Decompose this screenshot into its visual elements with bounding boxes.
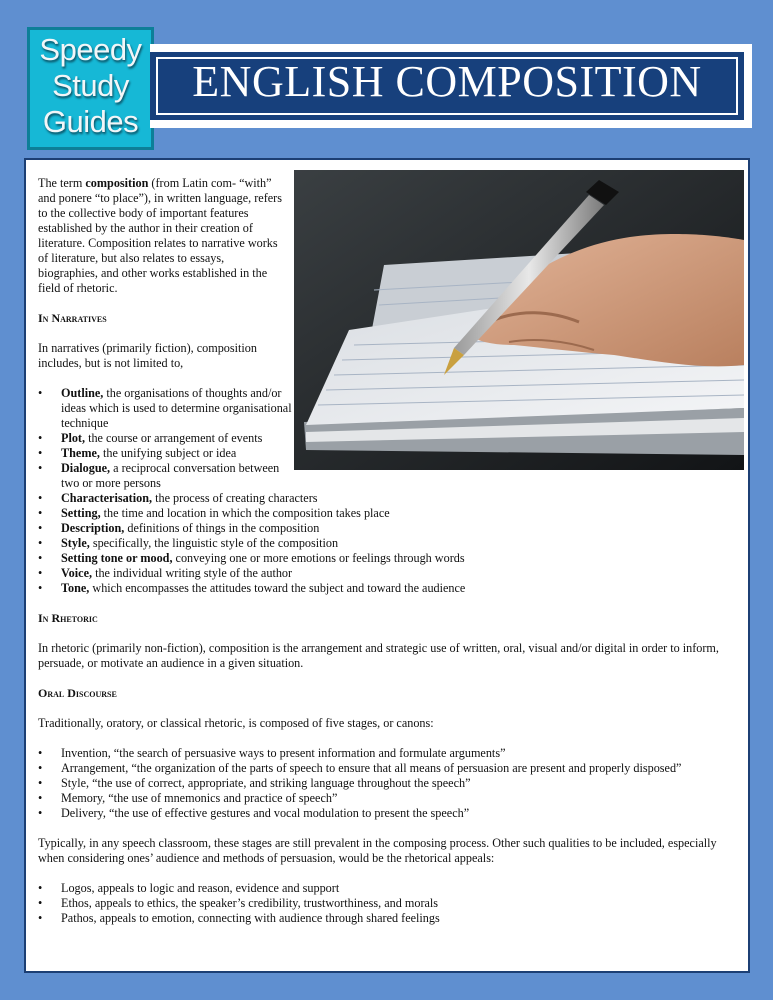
logo-line-1: Speedy [39, 32, 142, 67]
list-term: Description, [61, 521, 125, 535]
list-desc: a reciprocal conversation between two or more persons [61, 461, 280, 490]
page-title: ENGLISH COMPOSITION [192, 57, 702, 106]
logo-line-3: Guides [42, 104, 139, 139]
appeals-list [38, 881, 744, 926]
list-item: • Memory, “the use of mnemonics and practice of speech” [38, 791, 744, 806]
list-item: • Logos, appeals to logic and reason, evidence and support [38, 881, 744, 896]
list-term: Style, [61, 536, 90, 550]
list-term: Tone, [61, 581, 90, 595]
canons-list [38, 746, 744, 821]
list-desc: the individual writing style of the author [92, 566, 293, 580]
list-item [38, 581, 744, 596]
list-desc: specifically, the linguistic style of the composition [89, 536, 339, 550]
list-item: • Delivery, “the use of effective gestures and vocal modulation to present the speech” [38, 806, 744, 821]
list-desc: the unifying subject or idea [99, 446, 237, 460]
oral-discourse-heading: Oral Discourse [38, 686, 117, 700]
list-item [38, 536, 744, 551]
appeals-paragraph: Typically, in any speech classroom, these stages are still prevalent in the composing process. Other such qualities to be included, especially when considering ones’ audience and methods of persuasion, would be the rhetorical appeals: [38, 836, 717, 865]
list-item: • Invention, “the search of persuasive ways to present information and formulate arguments” [38, 746, 744, 761]
list-term: Setting, [61, 506, 101, 520]
list-item: • Pathos, appeals to emotion, connecting with audience through shared feelings [38, 911, 744, 926]
list-item [38, 461, 300, 491]
list-desc: the organisations of thoughts and/or ideas which is used to determine organisational technique [61, 386, 292, 430]
list-desc: the process of creating characters [152, 491, 318, 505]
narratives-paragraph: In narratives (primarily fiction), composition includes, but is not limited to, [38, 341, 257, 370]
list-item: • Arrangement, “the organization of the parts of speech to ensure that all means of persuasion are present and properly disposed” [38, 761, 744, 776]
article-body [38, 176, 744, 941]
content-panel [24, 158, 750, 973]
list-term: Outline, [61, 386, 104, 400]
list-desc: conveying one or more emotions or feelings through words [172, 551, 465, 565]
intro-text-2: (from Latin com- “with” and ponere “to place”), in written language, refers to the collective body of important features established by the author in their creation of literature. Composition relates to narrative works of literature, but also relates to essays, biographies, and other works established in the field of rhetoric. [38, 176, 282, 295]
rhetoric-paragraph: In rhetoric (primarily non-fiction), composition is the arrangement and strategic use of written, oral, visual and/or digital in order to inform, persuade, or motivate an audience in a given situation. [38, 641, 719, 670]
narratives-heading: In Narratives [38, 311, 107, 325]
speedy-study-guides-logo [27, 27, 154, 150]
list-item [38, 566, 744, 581]
list-term: Theme, [61, 446, 100, 460]
list-item [38, 491, 744, 506]
oral-discourse-paragraph: Traditionally, oratory, or classical rhetoric, is composed of five stages, or canons: [38, 716, 434, 730]
list-item: • Ethos, appeals to ethics, the speaker’s credibility, trustworthiness, and morals [38, 896, 744, 911]
list-term: Dialogue, [61, 461, 111, 475]
rhetoric-heading: In Rhetoric [38, 611, 98, 625]
list-desc: the course or arrangement of events [85, 431, 263, 445]
title-banner [150, 44, 752, 128]
logo-line-2: Study [52, 68, 129, 103]
list-item [38, 551, 744, 566]
list-item [38, 386, 300, 431]
list-item [38, 431, 744, 446]
narratives-list [38, 386, 744, 596]
intro-paragraph [38, 176, 283, 296]
intro-term: composition [85, 176, 149, 190]
list-desc: definitions of things in the composition [124, 521, 320, 535]
list-desc: the time and location in which the composition takes place [100, 506, 390, 520]
list-term: Voice, [61, 566, 93, 580]
list-desc: which encompasses the attitudes toward the subject and toward the audience [89, 581, 466, 595]
list-item [38, 446, 744, 461]
intro-text-1: The term [38, 176, 86, 190]
list-item [38, 506, 744, 521]
list-item [38, 521, 744, 536]
list-term: Characterisation, [61, 491, 153, 505]
list-term: Setting tone or mood, [61, 551, 173, 565]
list-term: Plot, [61, 431, 86, 445]
list-item: • Style, “the use of correct, appropriate, and striking language throughout the speech” [38, 776, 744, 791]
